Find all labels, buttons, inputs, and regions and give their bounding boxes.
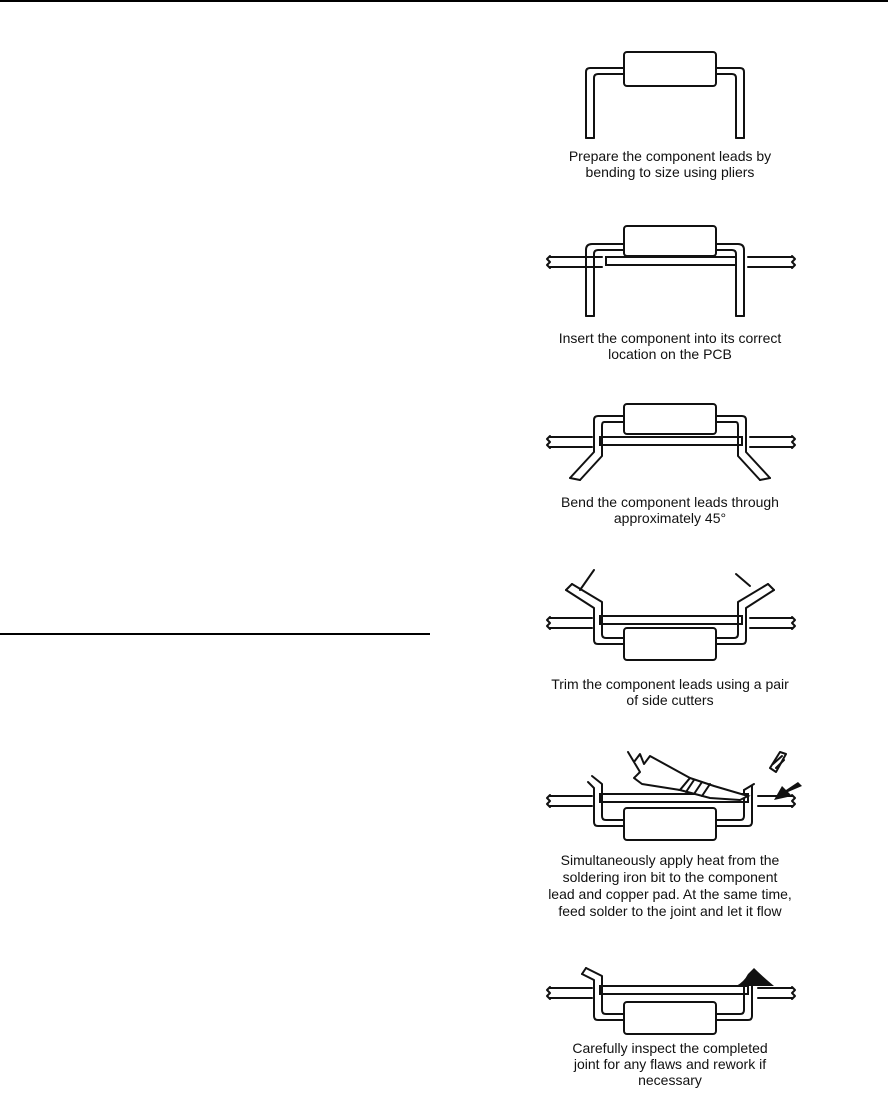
step-5-illustration — [530, 738, 810, 848]
step-3-illustration — [530, 398, 810, 488]
step-1-illustration — [530, 40, 810, 150]
step-1-caption: Prepare the component leads by bending to size using pliers — [568, 148, 772, 180]
step-3 — [530, 398, 810, 558]
step-4-caption: Trim the component leads using a pair of side cutters — [551, 676, 789, 708]
step-6-illustration — [530, 958, 810, 1038]
step-6-caption: Carefully inspect the completed joint for any flaws and rework if necessary — [572, 1040, 768, 1088]
step-2-illustration — [530, 218, 810, 328]
section-rule — [0, 633, 430, 635]
step-3-caption: Bend the component leads through approximately 45° — [561, 494, 779, 526]
step-2-caption: Insert the component into its correct location on the PCB — [558, 330, 782, 362]
step-1 — [530, 40, 810, 200]
step-4 — [530, 568, 810, 728]
step-4-illustration — [530, 568, 810, 668]
step-5-caption: Simultaneously apply heat from the soldering iron bit to the component lead and copper pad. At the same time, feed solder to the joint and let it flow — [548, 852, 792, 919]
step-2 — [530, 218, 810, 378]
step-6 — [530, 958, 810, 1098]
step-5 — [530, 738, 810, 968]
top-rule — [0, 0, 888, 2]
